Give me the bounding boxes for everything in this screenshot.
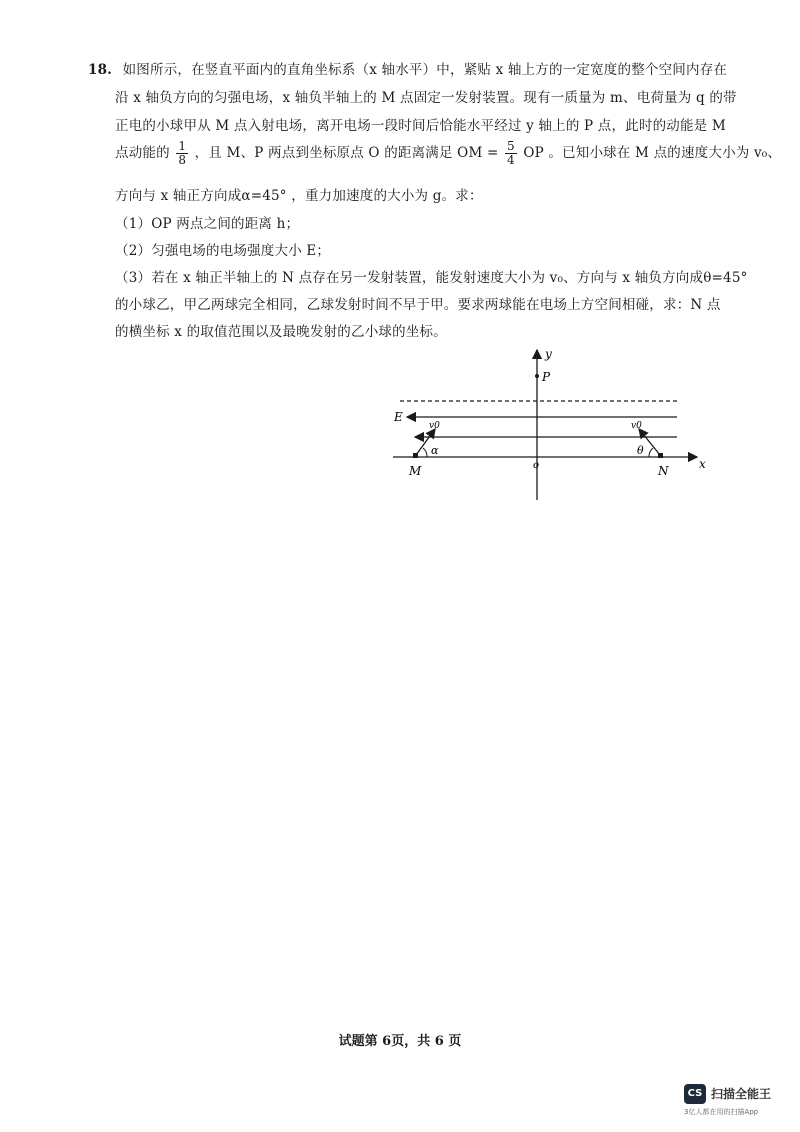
question-number: 18.: [88, 62, 113, 78]
watermark-app-name: 扫描全能王: [711, 1087, 772, 1101]
fraction-denominator: 8: [178, 153, 187, 167]
question-text-1: 如图所示，在竖直平面内的直角坐标系（x 轴水平）中，紧贴 x 轴上方的一定宽度的整个空间内存在: [122, 62, 728, 78]
theta-label: θ: [637, 444, 644, 457]
y-axis-label: y: [545, 347, 552, 361]
x-axis-label: x: [699, 457, 706, 471]
question-line-2: 沿 x 轴负方向的匀强电场，x 轴负半轴上的 M 点固定一发射装置。现有一质量为 m、电荷量为 q 的带: [115, 90, 737, 106]
sub-question-3-line-2: 的小球乙，甲乙两球完全相同，乙球发射时间不早于甲。要求两球能在电场上方空间相碰，求：N 点: [115, 297, 721, 313]
fraction-five-fourths: [505, 140, 517, 167]
question-line-1: [88, 58, 727, 78]
fraction-numerator: 5: [506, 139, 515, 153]
page-footer: 试题第 6页，共 6 页: [338, 1034, 462, 1049]
velocity-label-m: v0: [429, 421, 440, 431]
origin-label: o: [533, 460, 540, 471]
point-p-label: P: [542, 370, 551, 384]
camscanner-logo-icon: CS: [684, 1084, 706, 1104]
point-n-label: N: [658, 464, 669, 478]
sub-question-3-line-1: （3）若在 x 轴正半轴上的 N 点存在另一发射装置，能发射速度大小为 v₀、方向与 x 轴负方向成θ=45°: [115, 270, 748, 286]
sub-question-1: （1）OP 两点之间的距离 h；: [115, 216, 300, 232]
alpha-label: α: [431, 444, 439, 457]
velocity-label-n: v0: [631, 421, 642, 431]
sub-question-3-line-3: 的横坐标 x 的取值范围以及最晚发射的乙小球的坐标。: [115, 324, 447, 340]
question-text-4b: ，且 M、P 两点到坐标原点 O 的距离满足 OM =: [194, 145, 499, 161]
physics-diagram: [385, 340, 715, 505]
watermark-tagline: 3亿人都在用的扫描App: [684, 1108, 759, 1116]
question-text-4c: OP 。已知小球在 M 点的速度大小为 v₀、: [523, 145, 782, 161]
point-m-label: M: [409, 464, 422, 478]
question-line-4: [115, 140, 781, 167]
fraction-one-eighth: [176, 140, 188, 167]
question-text-4a: 点动能的: [115, 145, 170, 161]
field-e-label: E: [394, 410, 403, 424]
question-line-3: 正电的小球甲从 M 点入射电场，离开电场一段时间后恰能水平经过 y 轴上的 P 点，此时的动能是 M: [115, 118, 726, 134]
fraction-numerator: 1: [178, 139, 187, 153]
scanner-watermark: [684, 1082, 784, 1118]
angle-arc-alpha: [423, 448, 427, 457]
point-p: [535, 374, 539, 378]
question-line-5: 方向与 x 轴正方向成α=45° ，重力加速度的大小为 g。求：: [115, 188, 483, 204]
fraction-denominator: 4: [506, 153, 515, 167]
angle-arc-theta: [649, 448, 653, 457]
sub-question-2: （2）匀强电场的电场强度大小 E；: [115, 243, 331, 259]
